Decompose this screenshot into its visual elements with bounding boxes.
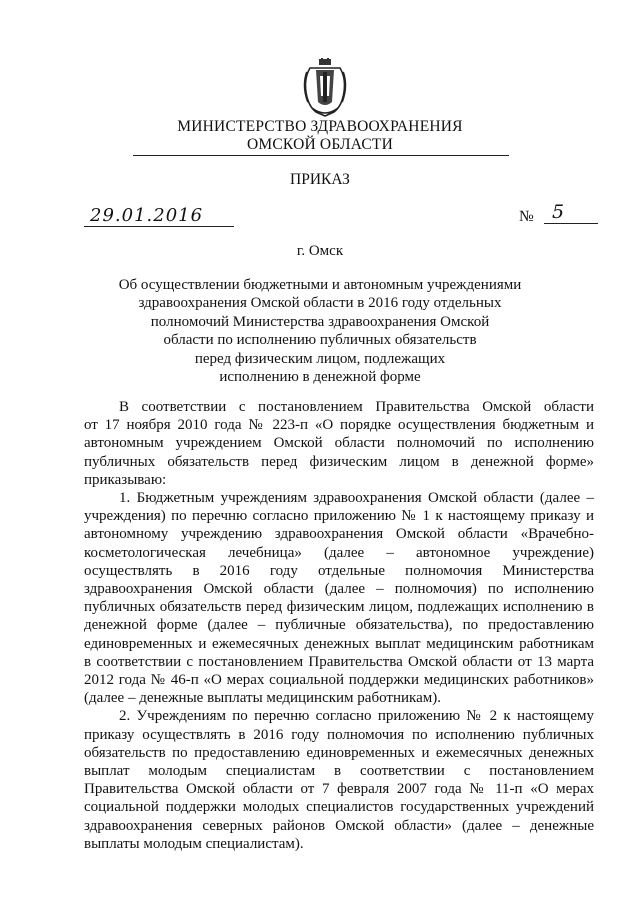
body-line: осуществлять в 2016 году отдельные полномочия Министерства <box>84 562 594 579</box>
body-line: 2012 года № 46-п «О мерах социальной поддержки медицинских работников» <box>84 672 594 689</box>
subject-line: здравоохранения Омской области в 2016 году отдельных <box>138 295 502 312</box>
body-line: единовременных и ежемесячных денежных выплат медицинским работникам <box>84 635 594 652</box>
body-line: публичных обязательств перед физическим лицом, подлежащих исполнению в <box>84 599 594 616</box>
body-line: В соответствии с постановлением Правительства Омской области <box>119 399 594 415</box>
body-line: 1. Бюджетным учреждениям здравоохранения Омской области (далее – <box>119 490 594 507</box>
order-number-label: № <box>519 208 534 225</box>
body-line: приказу осуществлять в 2016 году полномочия по исполнению публичных <box>84 726 594 743</box>
order-subject <box>0 276 640 386</box>
ministry-name-line1: МИНИСТЕРСТВО ЗДРАВООХРАНЕНИЯ <box>177 118 463 135</box>
coat-of-arms-emblem <box>302 58 348 118</box>
body-line: социальной поддержки молодых специалистов государственных учреждений <box>84 799 594 816</box>
body-line: 2. Учреждениям по перечню согласно приложению № 2 к настоящему <box>119 708 594 725</box>
subject-line: исполнению в денежной форме <box>219 369 421 386</box>
body-line: публичных обязательств перед физическим лицом в денежной форме» <box>84 453 594 470</box>
subject-line: Об осуществлении бюджетными и автономным учреждениями <box>118 277 522 293</box>
city-line: г. Омск <box>296 243 344 259</box>
body-line: обязательств по предоставлению единовременных и ежемесячных денежных <box>84 744 594 761</box>
body-line: автономному учреждению здравоохранения Омской области «Врачебно- <box>84 526 594 543</box>
subject-line: перед физическим лицом, подлежащих <box>194 350 446 367</box>
subject-line: полномочий Министерства здравоохранения Омской <box>150 313 490 330</box>
body-line: денежной форме (далее – публичные обязательства), по предоставлению <box>84 617 594 634</box>
header-divider <box>133 155 509 156</box>
body-line: в соответствии с постановлением Правительства Омской области от 13 марта <box>84 653 594 670</box>
body-line: выплаты молодым специалистам). <box>84 835 304 852</box>
body-line: автономным учреждением Омской области полномочий по исполнению <box>84 435 594 452</box>
body-line: учреждения) по перечню согласно приложению № 1 к настоящему приказу и <box>84 508 594 525</box>
body-line: от 17 ноября 2010 года № 223-п «О порядке осуществления бюджетным и <box>84 417 594 434</box>
subject-line: области по исполнению публичных обязательств <box>163 332 477 349</box>
body-line: выплат молодым специалистам в соответствии с постановлением <box>84 763 594 780</box>
body-line: здравоохранения северных районов Омской области» (далее – денежные <box>84 817 594 834</box>
body-line: косметологическая лечебница» (далее – автономное учреждение) <box>84 544 594 561</box>
order-body <box>84 398 594 853</box>
order-number: 5 <box>544 201 598 224</box>
body-line: Правительства Омской области от 7 февраля 2007 года № 11-п «О мерах <box>84 781 594 798</box>
body-line: приказываю: <box>84 471 167 488</box>
document-title: ПРИКАЗ <box>290 171 350 188</box>
body-line: (далее – денежные выплаты медицинским работникам). <box>84 690 441 707</box>
order-date: 29.01.2016 <box>84 205 234 227</box>
body-line: здравоохранения Омской области (далее – полномочия) по исполнению <box>84 581 594 598</box>
ministry-name-line2: ОМСКОЙ ОБЛАСТИ <box>247 136 393 153</box>
